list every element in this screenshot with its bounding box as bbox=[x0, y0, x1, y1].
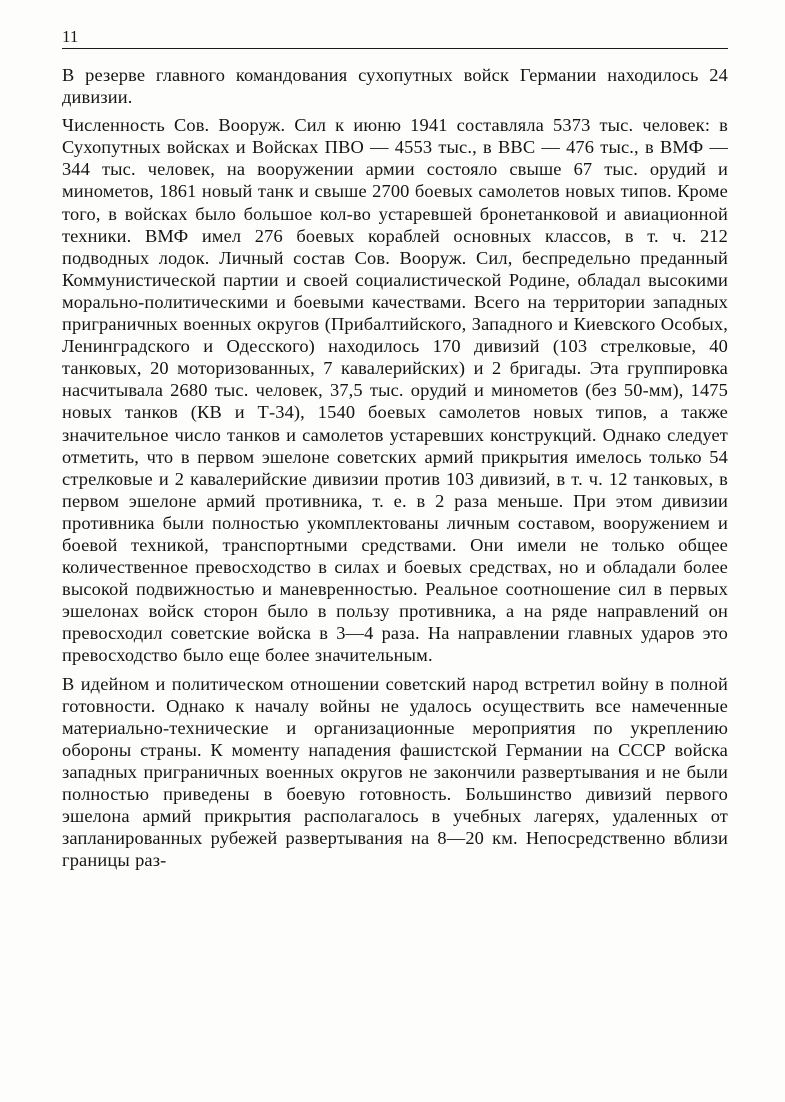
body-text bbox=[62, 64, 728, 871]
page-header bbox=[62, 28, 728, 50]
paragraph-reserve: В резерве главного командования сухопутных войск Германии находилось 24 дивизии. bbox=[62, 65, 728, 108]
paragraph-strength: Численность Сов. Вооруж. Сил к июню 1941 составляла 5373 тыс. человек: в Сухопутных войсках и Войсках ПВО — 4553 тыс., в ВВС — 476 тыс., в ВМФ — 344 тыс. человек, на вооружении армии состояло свыше 67 тыс. орудий и минометов, 1861 новый танк и свыше 2700 боевых самолетов новых типов. Кроме того, в войсках было большое кол-во устаревшей бронетанковой и авиационной техники. ВМФ имел 276 боевых кораблей основных классов, в т. ч. 212 подводных лодок. Личный состав Сов. Вооруж. Сил, беспредельно преданный Коммунистической партии и своей социалистической Родине, обладал высокими морально-политическими и боевыми качествами. Всего на территории западных приграничных военных округов (Прибалтийского, Западного и Киевского Особых, Ленинградского и Одесского) находилось 170 дивизий (103 стрелковые, 40 танковых, 20 моторизованных, 7 кавалерийских) и 2 бригады. Эта группировка насчитывала 2680 тыс. человек, 37,5 тыс. орудий и минометов (без 50-мм), 1475 новых танков (КВ и Т-34), 1540 боевых самолетов новых типов, а также значительное число танков и самолетов устаревших конструкций. Однако следует отметить, что в первом эшелоне советских армий прикрытия имелось только 54 стрелковые и 2 кавалерийские дивизии против 103 дивизий, в т. ч. 12 танковых, в первом эшелоне армий противника, т. е. в 2 раза меньше. При этом дивизии противника были полностью укомплектованы личным составом, вооружением и боевой техникой, транспортными средствами. Они имели не только общее количественное превосходство в силах и боевых средствах, но и обладали более высокой подвижностью и маневренностью. Реальное соотношение сил в первых эшелонах войск сторон было в пользу противника, а на ряде направлений он превосходил советские войска в 3—4 раза. На направлении главных ударов это превосходство было еще более значительным. bbox=[62, 115, 728, 666]
paragraph-readiness: В идейном и политическом отношении советский народ встретил войну в полной готовности. Однако к началу войны не удалось осуществить все намеченные материально-технические и организационные мероприятия по укреплению обороны страны. К моменту нападения фашистской Германии на СССР войска западных приграничных военных округов не закончили развертывания и не были полностью приведены в боевую готовность. Большинство дивизий первого эшелона армий прикрытия располагалось в учебных лагерях, удаленных от запланированных рубежей развертывания на 8—20 км. Непосредственно вблизи границы раз- bbox=[62, 673, 728, 871]
header-rule bbox=[62, 48, 728, 49]
page-number: 11 bbox=[62, 27, 79, 46]
